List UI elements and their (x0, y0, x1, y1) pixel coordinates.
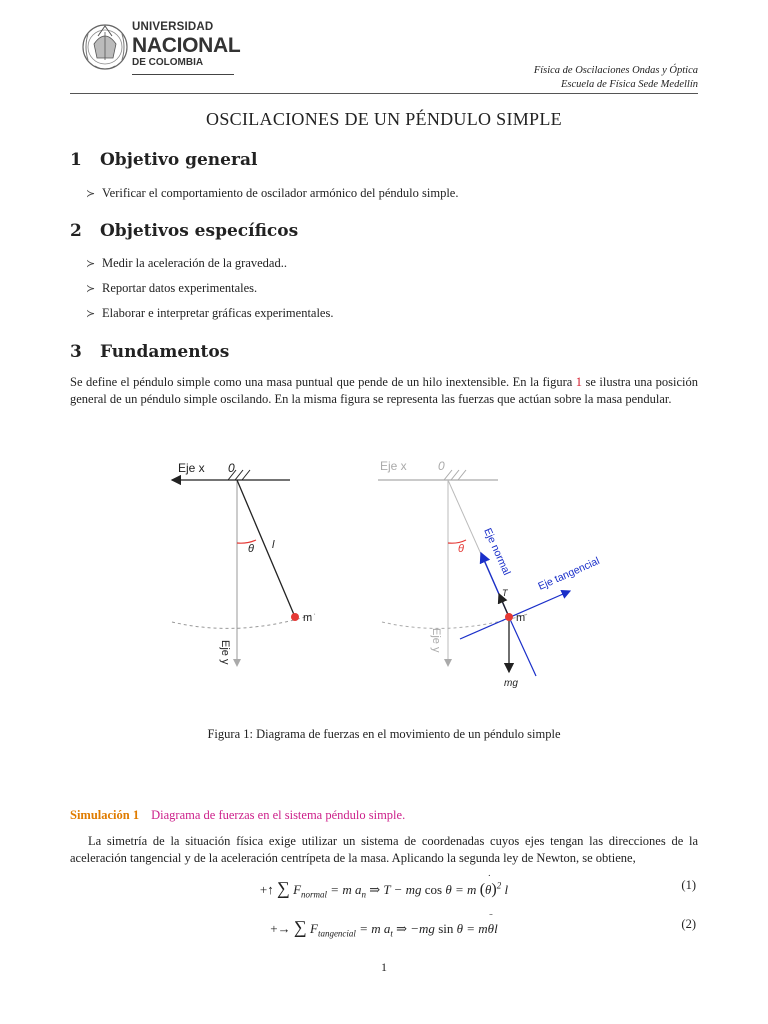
logo-rule (132, 74, 234, 75)
y-axis-label: Eje y (219, 640, 231, 665)
logo-line-3: DE COLOMBIA (132, 56, 204, 68)
weight-label: mg (504, 678, 518, 689)
simulation-label: Simulación 1 (70, 808, 140, 822)
figure-reference-link[interactable]: 1 (575, 375, 583, 389)
simulation-heading (70, 808, 405, 823)
equation-2 (70, 913, 698, 939)
y-axis-label-faded: Eje y (430, 628, 442, 653)
equation-body: +→ ∑ $F_{tangencial} = m$ $a_t$ ⇒ −mg sin θ = mθ ¨ l (270, 913, 498, 939)
list-item: ≻ Verificar el comportamiento de oscilador armónico del péndulo simple. (86, 186, 459, 200)
university-logo (80, 14, 240, 80)
length-label: l (272, 539, 275, 551)
pendulum-diagram-left (172, 461, 315, 666)
figure-caption: Figura 1: Diagrama de fuerzas en el movimiento de un péndulo simple (207, 727, 561, 741)
fundamentos-paragraph: Se define el péndulo simple como una masa puntual que pende de un hilo inextensible. En la figura 1 se ilustra una posición general de un péndulo simple oscilando. En la misma figura se representa las fuerzas que actúan sobre la masa pendular. (70, 375, 698, 406)
bullet-marker: ≻ (86, 187, 96, 200)
section-2-heading (70, 221, 298, 241)
section-3-heading (70, 342, 229, 362)
mass-label: m (303, 612, 313, 624)
theta-label: θ (458, 543, 464, 555)
normal-axis-extension (509, 617, 536, 676)
bullet-marker: ≻ (86, 282, 96, 295)
equation-body: +↑ ∑ $F_{normal} = m$ $a_n$ ⇒ T − mg cos θ = m (θ ˙ )$^2$ l (259, 874, 509, 900)
bullet-marker: ≻ (86, 307, 96, 320)
school-name: Escuela de Física Sede Medellín (560, 79, 698, 90)
section-number: 1 (70, 150, 82, 170)
list-item: ≻ Reportar datos experimentales. (86, 281, 258, 295)
page-number: 1 (381, 960, 387, 974)
ceiling-hatch-faded (444, 470, 466, 480)
section-title: Objetivo general (100, 150, 258, 170)
x-axis-label-faded: Eje x (380, 459, 407, 473)
equation-number: (1) (681, 878, 696, 892)
tension-label: T (502, 588, 508, 598)
tangential-axis-label: Eje tangencial (536, 554, 602, 593)
running-header (534, 64, 698, 92)
tangential-axis-arrow (460, 591, 570, 639)
document-title: OSCILACIONES DE UN PÉNDULO SIMPLE (206, 109, 562, 129)
origin-label-faded: 0 (438, 459, 445, 473)
pendulum-string (237, 480, 295, 617)
list-item: ≻ Elaborar e interpretar gráficas experimentales. (86, 306, 334, 320)
university-seal-icon (80, 14, 130, 80)
section-number: 3 (70, 342, 82, 362)
pendulum-mass (505, 613, 513, 621)
equation-number: (2) (681, 917, 696, 931)
logo-line-1: UNIVERSIDAD (132, 21, 214, 33)
pendulum-force-diagram (150, 448, 620, 698)
section-1-heading (70, 150, 257, 170)
theta-label: θ (248, 543, 254, 555)
list-item: ≻ Medir la aceleración de la gravedad.. (86, 256, 287, 270)
bullet-marker: ≻ (86, 257, 96, 270)
mass-label: m (516, 612, 526, 624)
equation-1 (70, 874, 698, 900)
simulation-link[interactable]: Diagrama de fuerzas en el sistema péndulo simple. (151, 808, 406, 822)
header-rule (70, 93, 698, 94)
section-number: 2 (70, 221, 82, 241)
section-title: Objetivos específicos (100, 221, 299, 241)
section-title: Fundamentos (100, 342, 230, 362)
intro-paragraph: La simetría de la situación física exige utilizar un sistema de coordenadas cuyos ejes tengan las direcciones de la aceleración tangencial y de la aceleración centrípeta de la masa. Aplicando la segunda ley de Newton, se obtiene, (70, 834, 698, 865)
pendulum-diagram-right (378, 459, 601, 689)
x-axis-label: Eje x (178, 461, 205, 475)
origin-label: 0 (228, 461, 235, 475)
normal-axis-label: Eje normal (481, 526, 513, 578)
pendulum-mass (291, 613, 299, 621)
course-name: Física de Oscilaciones Ondas y Óptica (533, 65, 698, 76)
logo-line-2: NACIONAL (132, 33, 241, 57)
